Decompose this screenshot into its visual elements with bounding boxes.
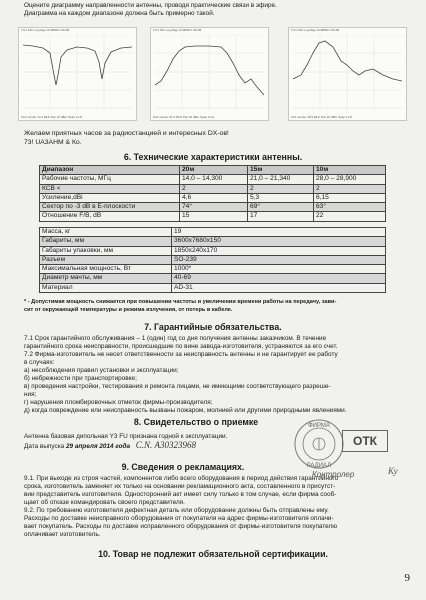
- table-cell: 2: [314, 184, 386, 193]
- plot-header: Trc1 S11 Log Mag 10 dB/Ref -50 dB: [153, 28, 202, 32]
- specs-table-bands: [39, 165, 386, 222]
- table-cell: 69°: [248, 203, 314, 212]
- table-cell: Масса, кг: [40, 228, 172, 237]
- section-7-title: 7. Гарантийные обязательства.: [144, 322, 282, 332]
- table-row: [40, 274, 386, 283]
- section-8-title: 8. Свидетельство о приемке: [133, 417, 259, 427]
- table-row: [40, 265, 386, 274]
- claims-line: Расходы по доставке неисправного оборудования от покупателя на адрес фирмы-изготовителя оплачи-: [24, 515, 334, 522]
- table-cell: 63°: [314, 203, 386, 212]
- warranty-line: ния;: [24, 391, 37, 398]
- pattern-curve-10m: [293, 35, 402, 109]
- svg-text:РАДИАЛ: РАДИАЛ: [306, 463, 332, 469]
- table-cell: Разъем: [40, 255, 172, 264]
- claims-line: 9.2. По требованию изготовителя дефектная деталь или оборудование должны быть отправлены ему.: [24, 507, 329, 514]
- section-10-title: 10. Товар не подлежит обязательной сертификации.: [98, 549, 328, 559]
- table-cell: Максимальная мощность, Вт: [40, 265, 172, 274]
- header-cell: 10м: [314, 166, 386, 175]
- claims-line: оплачивает изготовитель.: [24, 531, 101, 538]
- table-cell: КСВ <: [40, 184, 180, 193]
- warranty-line: г) нарушения пломбировочных отметок фирмы-производителя;: [24, 399, 213, 406]
- serial-number: С.N. А30323968: [135, 440, 197, 450]
- table-row: [40, 212, 386, 221]
- pattern-plot-10m: [288, 27, 407, 121]
- table-cell: Сектор по -3 dB в Е-плоскости: [40, 203, 180, 212]
- table-cell: Диаметр мачты, мм: [40, 274, 172, 283]
- warranty-line: а) несоблюдения правил установки и эксплуатации;: [24, 367, 179, 374]
- table-cell: Габариты упаковки, мм: [40, 246, 172, 255]
- section-6-title: 6. Технические характеристики антенны.: [123, 152, 303, 162]
- table-cell: SO-239: [172, 255, 386, 264]
- table-row: [40, 283, 386, 292]
- page-number: 9: [404, 572, 410, 584]
- acceptance-line: Антенна базовая дипольная Y3 FU признана годной к эксплуатации.: [24, 433, 228, 440]
- pattern-curve-20m: [23, 35, 132, 109]
- warranty-line: в случаях:: [24, 359, 55, 366]
- controller-stamp: Контролер: [312, 470, 355, 479]
- table-cell: Рабочие частоты, МГц: [40, 175, 180, 184]
- table-cell: 19: [172, 228, 386, 237]
- power-note-1: * - Допустимая мощность снижается при повышении частоты и увеличении времени работы на передачу, зави-: [24, 299, 337, 305]
- table-cell: Габариты, мм: [40, 237, 172, 246]
- pattern-plot-15m: [150, 27, 269, 121]
- table-row: [40, 237, 386, 246]
- plot-footer: Ch1 Center 21.2 MHz Pwr 10 dBm Span 2 Hz: [153, 115, 215, 119]
- table-row: [40, 184, 386, 193]
- release-date-label: Дата выпуска: [24, 443, 65, 450]
- header-cell: 15м: [248, 166, 314, 175]
- table-row: [40, 255, 386, 264]
- table-row: [40, 246, 386, 255]
- table-row: [40, 203, 386, 212]
- table-cell: 1000*: [172, 265, 386, 274]
- release-date-row: [24, 442, 196, 451]
- plot-footer: Ch1 Center 28.5 MHz Pwr 10 dBm Span 2 Hz: [291, 115, 353, 119]
- table-cell: 17: [248, 212, 314, 221]
- table-cell: 5,3: [248, 193, 314, 202]
- warranty-line: в) проведения настройки, тестирования и ремонта лицами, не имеющими соответствующего разреше-: [24, 383, 331, 390]
- specs-table-general: [39, 227, 386, 293]
- table-cell: 74°: [180, 203, 248, 212]
- warranty-line: гарантийного срока неисправности, происшедшие по вине завода-изготовителя, устраняются за его счет.: [24, 343, 338, 350]
- plot-header: Trc1 S11 Log Mag 10 dB/Ref -50 dB: [21, 28, 70, 32]
- table-cell: 3600х7680х150: [172, 237, 386, 246]
- claims-line: вии представитель изготовителя. Односторонний акт имеет силу только в том случае, если фирма сооб-: [24, 491, 337, 498]
- table-cell: 15: [180, 212, 248, 221]
- claims-line: вает покупатель. Расходы по доставке исправленного оборудования от фирмы-изготовителя покупателю: [24, 523, 338, 530]
- header-cell: 20м: [180, 166, 248, 175]
- table-cell: 4,6: [180, 193, 248, 202]
- plot-header: Trc1 S11 Log Mag 10 dB/Ref -50 dB: [291, 28, 340, 32]
- table-row: [40, 228, 386, 237]
- warranty-line: д) когда повреждение или неисправность вызваны пожаром, молнией или другими природными явлениями.: [24, 407, 347, 414]
- table-cell: 21,0 – 21,340: [248, 175, 314, 184]
- table-cell: AD-31: [172, 283, 386, 292]
- table-cell: Материал: [40, 283, 172, 292]
- intro-line-2: Диаграмма на каждом диапазоне должна быть примерно такой.: [24, 10, 215, 17]
- pattern-curve-15m: [155, 35, 264, 109]
- svg-text:ФИРМА: ФИРМА: [308, 423, 330, 429]
- table-cell: 28,0 – 28,900: [314, 175, 386, 184]
- table-cell: 1850х240х170: [172, 246, 386, 255]
- section-9-title: 9. Сведения о рекламациях.: [121, 462, 245, 472]
- plot-footer: Ch1 Center 14.2 MHz Pwr 10 dBm Span 2 Hz: [21, 115, 83, 119]
- header-cell: Диапазон: [40, 166, 180, 175]
- wishes-line-1: Желаем приятных часов за радиостанцией и интересных DX-ов!: [24, 130, 229, 137]
- pattern-plot-20m: [18, 27, 137, 121]
- claims-line: 9.1. При выходе из строя частей, компонентов либо всего оборудования в период действия гарантийного: [24, 475, 339, 482]
- intro-line-1: Оцените диаграмму направленности антенны, проводя практические связи в эфире.: [24, 2, 277, 9]
- controller-signature: Ку: [388, 466, 398, 476]
- table-cell: 22: [314, 212, 386, 221]
- table-cell: 40-69: [172, 274, 386, 283]
- table-cell: Отношение F/B, dB: [40, 212, 180, 221]
- table-row: [40, 175, 386, 184]
- warranty-line: 7.2 Фирма-изготовитель не несет ответственности за неисправность антенны и не гарантирует ее работу: [24, 351, 338, 358]
- otk-stamp: ОТК: [342, 430, 388, 452]
- table-row: [40, 193, 386, 202]
- warranty-line: 7.1 Срок гарантийного обслуживания – 1 (один) год со дня получения антенны заказчиком. В течение: [24, 335, 327, 342]
- table-header-row: [40, 166, 386, 175]
- power-note-2: сит от окружающей температуры и режима излучения, от потерь в кабеле.: [24, 307, 233, 313]
- release-date-value: 29 апреля 2014 года: [65, 443, 131, 450]
- table-cell: Усиление,dBi: [40, 193, 180, 202]
- warranty-line: б) небрежности при транспортировке;: [24, 375, 137, 382]
- claims-line: щает об отказе командировать своего представителя.: [24, 499, 185, 506]
- table-cell: 6,15: [314, 193, 386, 202]
- table-cell: 14,0 – 14,300: [180, 175, 248, 184]
- claims-line: срока, изготовитель заменяет их только на основании рекламационного акта, составленного в присутст-: [24, 483, 336, 490]
- table-cell: 2: [248, 184, 314, 193]
- table-cell: 2: [180, 184, 248, 193]
- wishes-line-2: 73! UA3AHM & Ко.: [24, 139, 82, 146]
